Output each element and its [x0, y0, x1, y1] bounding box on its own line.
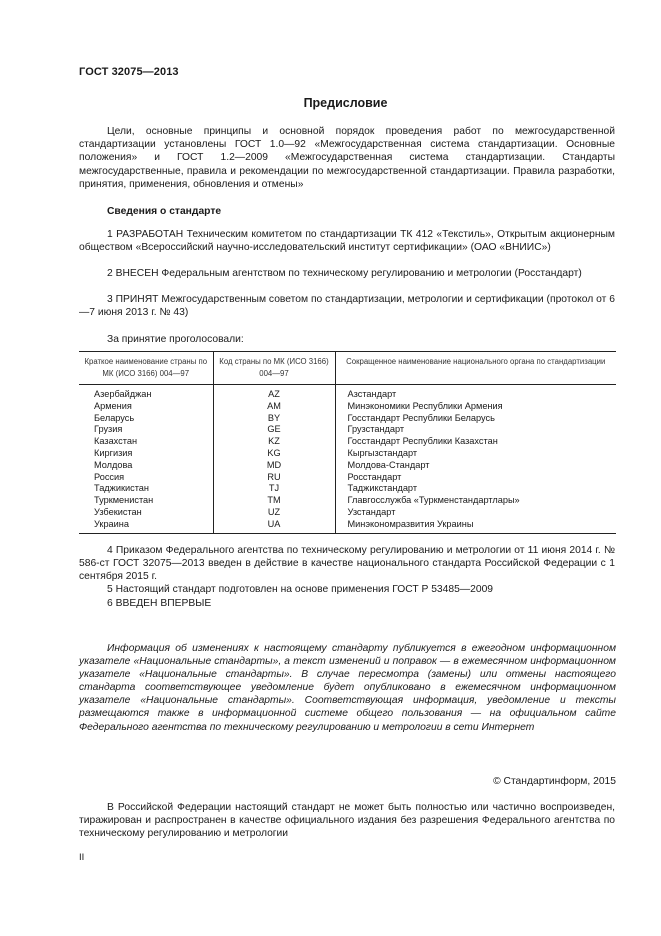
country-cell: Молдова [94, 459, 133, 470]
table-row [79, 483, 616, 495]
body-cell: Росстандарт [335, 472, 616, 484]
country-cell: Туркменистан [94, 495, 154, 506]
table-row [79, 401, 616, 413]
table-row [79, 424, 616, 436]
body-cell: Минэкономразвития Украины [335, 519, 616, 533]
body-cell: Таджикстандарт [335, 483, 616, 495]
code-cell: GE [213, 424, 335, 436]
body-cell: Узстандарт [335, 507, 616, 519]
code-cell: UA [213, 519, 335, 533]
country-cell: Россия [94, 471, 125, 482]
body-cell: Госстандарт Республики Беларусь [335, 413, 616, 425]
code-cell: UZ [213, 507, 335, 519]
body-cell: Минэкономики Республики Армения [335, 401, 616, 413]
body-cell: Главгосслужба «Туркменстандартлары» [335, 495, 616, 507]
header-code: Код страны по МК (ИСО 3166) 004—97 [213, 352, 335, 385]
body-cell: Кыргызстандарт [335, 448, 616, 460]
country-cell: Грузия [94, 424, 123, 435]
country-cell: Армения [94, 400, 132, 411]
country-cell: Узбекистан [94, 506, 142, 517]
table-row [79, 495, 616, 507]
item-3: 3 ПРИНЯТ Межгосударственным советом по стандартизации, метрологии и сертификации (протокол от 6—7 июня 2013 г. № 43) [79, 294, 615, 319]
vote-label: За принятие проголосовали: [107, 334, 244, 345]
info-notice: Информация об изменениях к настоящему стандарту публикуется в ежегодном информационном указателе «Национальные стандарты», а текст изменений и поправок — в ежемесячном информационном указателе «Национальные стандарты». В случае пересмотра (замены) или отмены настоящего стандарта соответствующее уведомление будет опубликовано в ежемесячном информационном указателе «Национальные стандарты». Соответствующая информация, уведомление и тексты размещаются также в информационной системе общего пользования — на официальном сайте Федерального агентства по техническому регулированию и метрологии в сети Интернет [79, 643, 616, 733]
code-cell: RU [213, 472, 335, 484]
table-row [79, 385, 616, 401]
table-row [79, 460, 616, 472]
body-cell: Госстандарт Республики Казахстан [335, 436, 616, 448]
table-row [79, 413, 616, 425]
table-row [79, 472, 616, 484]
code-cell: KZ [213, 436, 335, 448]
code-cell: MD [213, 460, 335, 472]
country-cell: Украина [79, 519, 213, 533]
country-cell: Азербайджан [94, 389, 152, 399]
table-row [79, 436, 616, 448]
copyright: © Стандартинформ, 2015 [493, 776, 616, 787]
code-cell: TJ [213, 483, 335, 495]
table-row [79, 448, 616, 460]
country-cell: Беларусь [94, 412, 135, 423]
item-1: 1 РАЗРАБОТАН Техническим комитетом по стандартизации ТК 412 «Текстиль», Открытым акционерным обществом «Всероссийский научно-исследовательский институт сертификации» (ОАО «ВНИИС») [79, 229, 615, 254]
table-row [79, 519, 616, 533]
body-cell: Азстандарт [335, 385, 616, 401]
item-6: 6 ВВЕДЕН ВПЕРВЫЕ [107, 598, 212, 609]
subheading: Сведения о стандарте [107, 206, 222, 217]
country-cell: Киргизия [94, 447, 133, 458]
page-title: Предисловие [303, 96, 388, 110]
header-body: Сокращенное наименование национального органа по стандартизации [335, 352, 616, 385]
reproduction-notice: В Российской Федерации настоящий стандарт не может быть полностью или частично воспроизведен, тиражирован и распространен в качестве официального издания без разрешения Федерального агентства по техническому регулированию и метрологии [79, 802, 615, 840]
intro-paragraph: Цели, основные принципы и основной порядок проведения работ по межгосударственной стандартизации установлены ГОСТ 1.0—92 «Межгосударственная система стандартизации. Основные положения» и ГОСТ 1.2—2009 «Межгосударственная система стандартизации. Стандарты межгосударственные, правила и рекомендации по межгосударственной стандартизации. Правила разработки, принятия, применения, обновления и отмены» [79, 126, 615, 190]
code-cell: AM [213, 401, 335, 413]
country-cell: Казахстан [94, 436, 138, 447]
code-cell: TM [213, 495, 335, 507]
item-2: 2 ВНЕСЕН Федеральным агентством по техническому регулированию и метрологии (Росстандарт) [107, 268, 582, 279]
country-cell: Таджикистан [94, 483, 149, 494]
table-row [79, 507, 616, 519]
header-country: Краткое наименование страны по МК (ИСО 3166) 004—97 [79, 352, 213, 385]
code-cell: BY [213, 413, 335, 425]
body-cell: Грузстандарт [335, 424, 616, 436]
code-cell: KG [213, 448, 335, 460]
countries-table [79, 351, 616, 534]
item-5: 5 Настоящий стандарт подготовлен на основе применения ГОСТ Р 53485—2009 [107, 584, 494, 595]
body-cell: Молдова-Стандарт [335, 460, 616, 472]
item-4: 4 Приказом Федерального агентства по техническому регулированию и метрологии от 11 июня 2014 г. № 586-ст ГОСТ 32075—2013 введен в действие в качестве национального стандарта Российской Федерации с 1 сентября 2015 г. [79, 545, 615, 583]
doc-code: ГОСТ 32075—2013 [79, 66, 179, 78]
page-number: II [79, 852, 85, 863]
table-header-row [79, 352, 616, 385]
code-cell: AZ [213, 385, 335, 401]
